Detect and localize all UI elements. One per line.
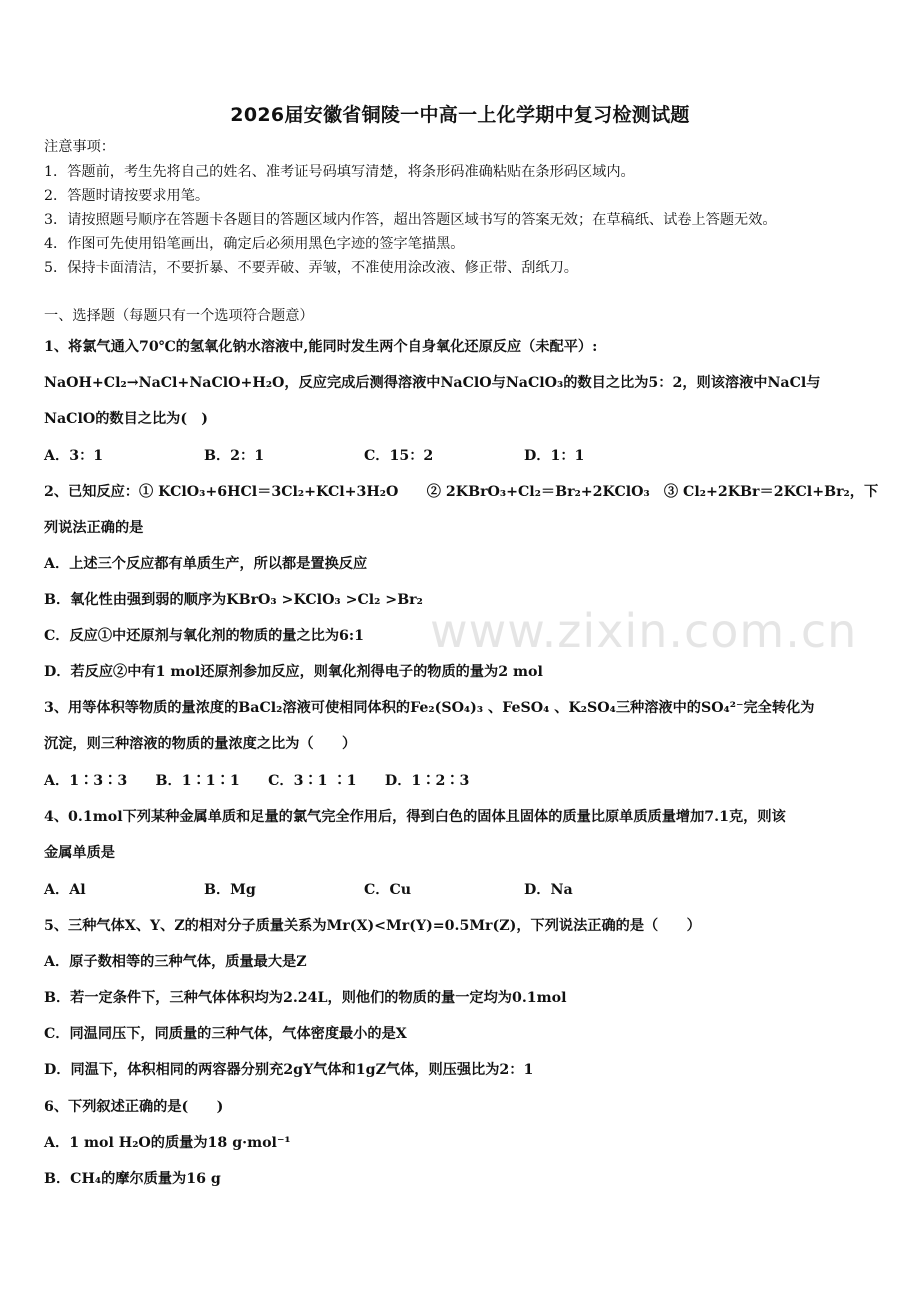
question-2-option-c: C．反应①中还原剂与氧化剂的物质的量之比为6:1 — [44, 628, 365, 644]
question-2-option-b: B．氧化性由强到弱的顺序为KBrO₃ >KClO₃ >Cl₂ >Br₂ — [44, 592, 423, 608]
notice-heading: 注意事项： — [44, 139, 115, 155]
document-title: 2026届安徽省铜陵一中高一上化学期中复习检测试题 — [230, 104, 690, 126]
notice-item: 4．作图可先使用铅笔画出，确定后必须用黑色字迹的签字笔描黑。 — [44, 236, 465, 252]
watermark: www.zixin.com.cn — [430, 604, 858, 658]
question-5-option-a: A．原子数相等的三种气体，质量最大是Z — [44, 954, 307, 970]
question-3-stem: 3、用等体积等物质的量浓度的BaCl₂溶液可使相同体积的Fe₂(SO₄)₃ 、FeSO₄ 、K₂SO₄三种溶液中的SO₄²⁻完全转化为 — [44, 700, 815, 716]
notice-item: 2．答题时请按要求用笔。 — [44, 188, 210, 204]
question-6-stem: 6、下列叙述正确的是( ) — [44, 1099, 224, 1115]
question-3-options: A．1∶3∶3 B．1∶1∶1 C．3∶1 ∶1 D．1∶2∶3 — [44, 773, 470, 789]
question-1-option-c: C．15：2 — [364, 448, 434, 464]
question-4-stem: 金属单质是 — [44, 845, 115, 861]
question-6-option-a: A．1 mol H₂O的质量为18 g·mol⁻¹ — [44, 1135, 291, 1151]
question-5-stem: 5、三种气体X、Y、Z的相对分子质量关系为Mr(X)<Mr(Y)=0.5Mr(Z)，下列说法正确的是（ ） — [44, 918, 701, 934]
notice-item: 1．答题前，考生先将自己的姓名、准考证号码填写清楚，将条形码准确粘贴在条形码区域内。 — [44, 164, 635, 180]
question-4-option-c: C．Cu — [364, 882, 412, 898]
question-4-option-d: D．Na — [524, 882, 573, 898]
question-4-option-b: B．Mg — [204, 882, 256, 898]
question-1-option-d: D．1：1 — [524, 448, 585, 464]
question-1-stem: NaOH+Cl₂→NaCl+NaClO+H₂O，反应完成后测得溶液中NaClO与NaClO₃的数目之比为5：2，则该溶液中NaCl与 — [44, 375, 821, 391]
question-2-option-a: A．上述三个反应都有单质生产，所以都是置换反应 — [44, 556, 368, 572]
question-5-option-b: B．若一定条件下，三种气体体积均为2.24L，则他们的物质的量一定均为0.1mol — [44, 990, 567, 1006]
question-2-stem: 列说法正确的是 — [44, 520, 144, 536]
question-1-option-b: B．2：1 — [204, 448, 265, 464]
question-4-option-a: A．Al — [44, 882, 86, 898]
question-2-stem: 2、已知反应：① KClO₃+6HCl＝3Cl₂+KCl+3H₂O ② 2KBrO₃+Cl₂＝Br₂+2KClO₃ ③ Cl₂+2KBr＝2KCl+Br₂，下 — [44, 484, 879, 500]
question-1-stem: 1、将氯气通入70℃的氢氧化钠水溶液中,能同时发生两个自身氧化还原反应（未配平）: — [44, 339, 598, 355]
question-4-stem: 4、0.1mol下列某种金属单质和足量的氯气完全作用后，得到白色的固体且固体的质量比原单质质量增加7.1克，则该 — [44, 809, 786, 825]
question-5-option-c: C．同温同压下，同质量的三种气体，气体密度最小的是X — [44, 1026, 407, 1042]
question-6-option-b: B．CH₄的摩尔质量为16 g — [44, 1171, 221, 1187]
question-5-option-d: D．同温下，体积相同的两容器分别充2gY气体和1gZ气体，则压强比为2：1 — [44, 1062, 534, 1078]
notice-item: 5．保持卡面清洁，不要折暴、不要弄破、弄皱，不准使用涂改液、修正带、刮纸刀。 — [44, 260, 578, 276]
notice-item: 3．请按照题号顺序在答题卡各题目的答题区域内作答，超出答题区域书写的答案无效；在草稿纸、试卷上答题无效。 — [44, 212, 777, 228]
question-1-option-a: A．3：1 — [44, 448, 104, 464]
question-3-stem: 沉淀，则三种溶液的物质的量浓度之比为（ ） — [44, 736, 357, 752]
question-1-stem: NaClO的数目之比为( ) — [44, 411, 208, 427]
question-2-option-d: D．若反应②中有1 mol还原剂参加反应，则氧化剂得电子的物质的量为2 mol — [44, 664, 543, 680]
section-heading: 一、选择题（每题只有一个选项符合题意） — [44, 308, 314, 324]
